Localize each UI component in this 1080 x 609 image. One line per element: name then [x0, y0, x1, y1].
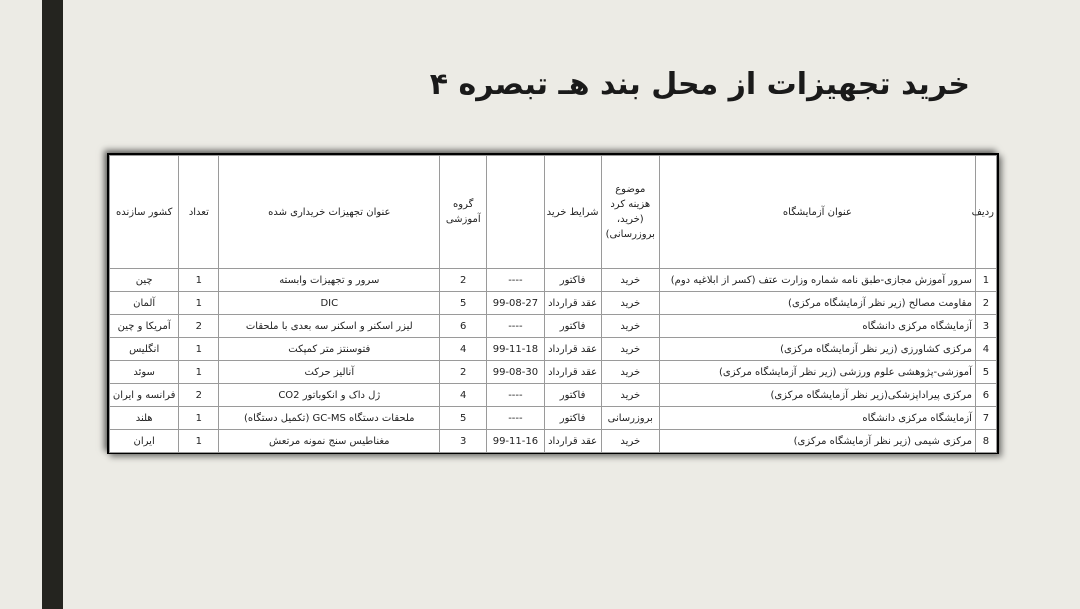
- cell-purchase-terms: فاکتور: [544, 407, 601, 430]
- table-row: [110, 292, 997, 315]
- cell-lab-title: مرکزی پیراداپزشکی(زیر نظر آزمایشگاه مرکزی): [659, 384, 975, 407]
- cell-equipment-title: آنالیز حرکت: [219, 361, 440, 384]
- cell-lab-title: سرور آموزش مجازی-طبق نامه شماره وزارت عتف (کسر از ابلاغیه دوم): [659, 269, 975, 292]
- cell-purchase-terms: فاکتور: [544, 269, 601, 292]
- header-purchase-terms: شرایط خرید: [544, 156, 601, 269]
- slide-title: خرید تجهیزات از محل بند هـ تبصره ۴: [429, 67, 970, 102]
- cell-equipment-title: ژل داک و انکوباتور CO2: [219, 384, 440, 407]
- cell-manufacturer-country: چین: [110, 269, 179, 292]
- cell-date: ----: [487, 315, 544, 338]
- cell-manufacturer-country: آمریکا و چین: [110, 315, 179, 338]
- cell-lab-title: مقاومت مصالح (زیر نظر آزمایشگاه مرکزی): [659, 292, 975, 315]
- cell-expense-topic: خرید: [601, 384, 659, 407]
- cell-manufacturer-country: فرانسه و ایران: [110, 384, 179, 407]
- cell-date: 99-11-16: [487, 430, 544, 453]
- cell-edu-group: 5: [440, 292, 487, 315]
- cell-quantity: 1: [179, 361, 219, 384]
- cell-purchase-terms: عقد قرارداد: [544, 292, 601, 315]
- header-quantity: تعداد: [179, 156, 219, 269]
- cell-expense-topic: خرید: [601, 269, 659, 292]
- cell-lab-title: آزمایشگاه مرکزی دانشگاه: [659, 407, 975, 430]
- cell-lab-title: مرکزی شیمی (زیر نظر آزمایشگاه مرکزی): [659, 430, 975, 453]
- cell-edu-group: 3: [440, 430, 487, 453]
- cell-row-number: 6: [975, 384, 996, 407]
- header-manufacturer-country: کشور سازنده: [110, 156, 179, 269]
- cell-purchase-terms: عقد قرارداد: [544, 338, 601, 361]
- cell-edu-group: 4: [440, 338, 487, 361]
- cell-lab-title: آموزشی-پژوهشی علوم ورزشی (زیر نظر آزمایشگاه مرکزی): [659, 361, 975, 384]
- cell-purchase-terms: عقد قرارداد: [544, 361, 601, 384]
- cell-lab-title: مرکزی کشاورزی (زیر نظر آزمایشگاه مرکزی): [659, 338, 975, 361]
- cell-quantity: 1: [179, 407, 219, 430]
- cell-date: 99-08-27: [487, 292, 544, 315]
- table-row: [110, 430, 997, 453]
- cell-edu-group: 5: [440, 407, 487, 430]
- cell-date: ----: [487, 269, 544, 292]
- equipment-table-frame: [107, 153, 999, 454]
- cell-purchase-terms: عقد قرارداد: [544, 430, 601, 453]
- cell-date: 99-11-18: [487, 338, 544, 361]
- header-expense-topic: موضوع هزینه کرد (خرید، بروزرسانی): [601, 156, 659, 269]
- cell-edu-group: 2: [440, 361, 487, 384]
- table-header-row: [110, 156, 997, 269]
- cell-expense-topic: خرید: [601, 292, 659, 315]
- left-accent-bar: [42, 0, 63, 609]
- header-edu-group: گروه آموزشی: [440, 156, 487, 269]
- table-row: [110, 338, 997, 361]
- table-row: [110, 407, 997, 430]
- cell-quantity: 1: [179, 430, 219, 453]
- cell-row-number: 8: [975, 430, 996, 453]
- cell-quantity: 2: [179, 384, 219, 407]
- table-row: [110, 269, 997, 292]
- cell-quantity: 1: [179, 338, 219, 361]
- table-row: [110, 315, 997, 338]
- cell-expense-topic: بروزرسانی: [601, 407, 659, 430]
- header-equipment-title: عنوان تجهیزات خریداری شده: [219, 156, 440, 269]
- cell-row-number: 5: [975, 361, 996, 384]
- cell-expense-topic: خرید: [601, 338, 659, 361]
- cell-edu-group: 2: [440, 269, 487, 292]
- cell-date: ----: [487, 407, 544, 430]
- header-lab-title: عنوان آزمایشگاه: [659, 156, 975, 269]
- cell-equipment-title: فتوسنتز متر کمپکت: [219, 338, 440, 361]
- cell-edu-group: 6: [440, 315, 487, 338]
- cell-expense-topic: خرید: [601, 361, 659, 384]
- equipment-table: [109, 155, 997, 453]
- cell-row-number: 1: [975, 269, 996, 292]
- cell-equipment-title: لیزر اسکنر و اسکنر سه بعدی با ملحقات: [219, 315, 440, 338]
- cell-manufacturer-country: آلمان: [110, 292, 179, 315]
- cell-date: 99-08-30: [487, 361, 544, 384]
- cell-row-number: 7: [975, 407, 996, 430]
- cell-quantity: 1: [179, 269, 219, 292]
- cell-equipment-title: سرور و تجهیزات وابسته: [219, 269, 440, 292]
- cell-edu-group: 4: [440, 384, 487, 407]
- cell-purchase-terms: فاکتور: [544, 315, 601, 338]
- table-row: [110, 384, 997, 407]
- cell-equipment-title: DIC: [219, 292, 440, 315]
- cell-expense-topic: خرید: [601, 315, 659, 338]
- cell-quantity: 2: [179, 315, 219, 338]
- cell-lab-title: آزمایشگاه مرکزی دانشگاه: [659, 315, 975, 338]
- cell-manufacturer-country: سوئد: [110, 361, 179, 384]
- cell-expense-topic: خرید: [601, 430, 659, 453]
- cell-quantity: 1: [179, 292, 219, 315]
- header-row-number: ردیف: [975, 156, 996, 269]
- cell-purchase-terms: فاکتور: [544, 384, 601, 407]
- table-row: [110, 361, 997, 384]
- cell-manufacturer-country: هلند: [110, 407, 179, 430]
- header-date: [487, 156, 544, 269]
- cell-equipment-title: مغناطیس سنج نمونه مرتعش: [219, 430, 440, 453]
- cell-date: ----: [487, 384, 544, 407]
- cell-manufacturer-country: ایران: [110, 430, 179, 453]
- cell-row-number: 4: [975, 338, 996, 361]
- cell-row-number: 3: [975, 315, 996, 338]
- cell-equipment-title: ملحقات دستگاه GC-MS (تکمیل دستگاه): [219, 407, 440, 430]
- cell-manufacturer-country: انگلیس: [110, 338, 179, 361]
- cell-row-number: 2: [975, 292, 996, 315]
